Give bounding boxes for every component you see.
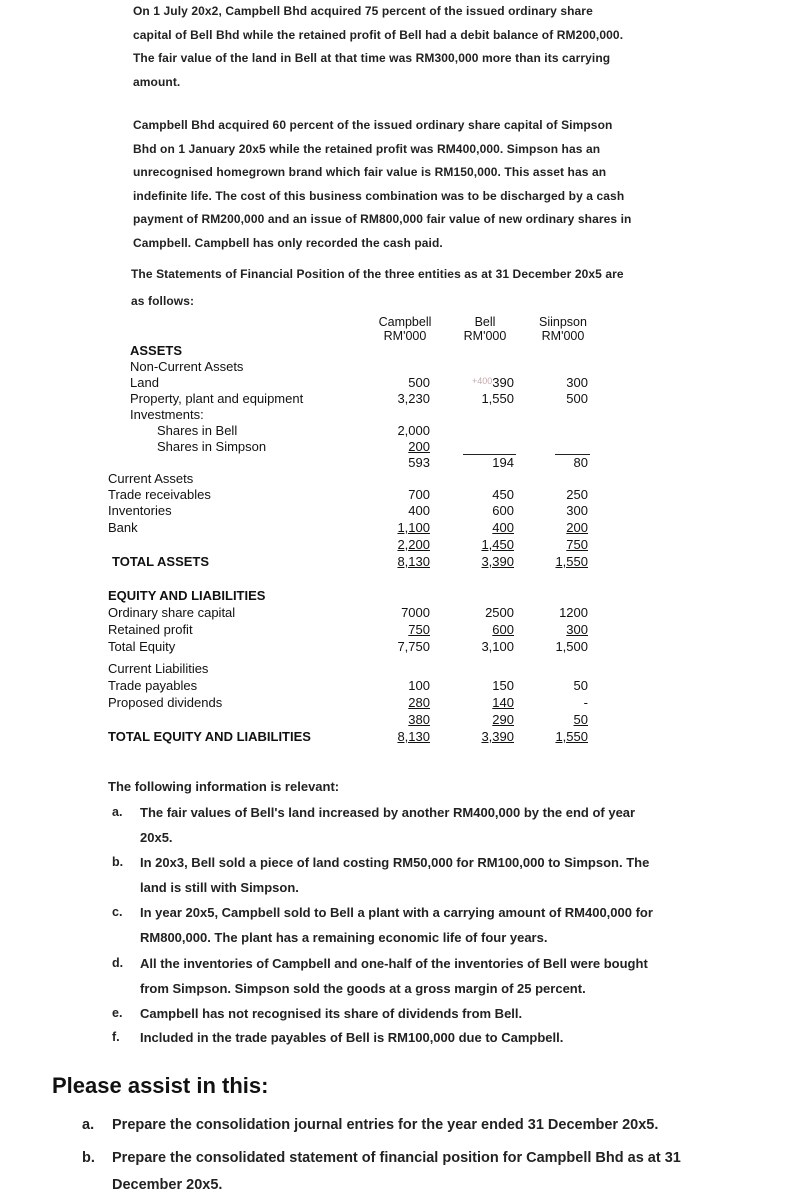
row-label: Bank [108, 520, 138, 535]
cell-value: 50 [573, 712, 588, 727]
cell-value: 7000 [401, 605, 430, 620]
cell-value: 1,550 [555, 729, 588, 744]
cell-value: 593 [408, 455, 430, 470]
cell-value: 1,500 [555, 639, 588, 654]
cell-value: 400 [492, 520, 514, 535]
cell-value: 600 [492, 503, 514, 518]
row-label: ASSETS [130, 343, 183, 358]
cell-value: 1,450 [481, 537, 514, 552]
row-label: EQUITY AND LIABILITIES [108, 588, 266, 603]
row-label: Proposed dividends [108, 695, 223, 710]
cell-value: 80 [573, 455, 588, 470]
row-label: Retained profit [108, 622, 193, 637]
cell-value: 280 [408, 695, 430, 710]
information-item: All the inventories of Campbell and one-half of the inventories of Bell were bought from Simpson. Simpson sold the goods at a gross margin of 25 percent. [140, 956, 648, 996]
row-label: Total Equity [108, 639, 176, 654]
cell-value: 1200 [559, 605, 588, 620]
cell-value: 7,750 [397, 639, 430, 654]
cell-value: 1,550 [481, 391, 514, 406]
cell-value: 500 [408, 375, 430, 390]
cell-value: - [583, 695, 588, 710]
intro-paragraph-1: On 1 July 20x2, Campbell Bhd acquired 75 percent of the issued ordinary share capital of Bell Bhd while the retained profit of Bell had a debit balance of RM200,000. The fair value of the land in Bell at that time was RM300,000 more than its carrying amount. [133, 4, 624, 89]
column-header-name: Siinpson [539, 315, 587, 329]
information-item: Included in the trade payables of Bell is RM100,000 due to Campbell. [140, 1030, 564, 1045]
item-marker: a. [112, 805, 123, 819]
row-label: Land [130, 375, 159, 390]
row-label: Investments: [130, 407, 204, 422]
cell-value: 194 [492, 455, 514, 470]
cell-value: 3,390 [481, 729, 514, 744]
column-header-unit: RM'000 [383, 329, 427, 343]
row-label: TOTAL EQUITY AND LIABILITIES [108, 729, 311, 744]
cell-value: 400 [408, 503, 430, 518]
cell-value: 1,550 [555, 554, 588, 569]
cell-value: 700 [408, 487, 430, 502]
cell-value: 300 [566, 375, 588, 390]
task-marker: b. [82, 1150, 95, 1166]
cell-value: 300 [566, 503, 588, 518]
row-label: Trade payables [108, 678, 198, 693]
cell-value: 2,000 [397, 423, 430, 438]
cell-value: 8,130 [397, 729, 430, 744]
row-label: Shares in Bell [157, 423, 238, 438]
item-marker: d. [112, 956, 124, 970]
cell-value: 3,230 [397, 391, 430, 406]
information-heading: The following information is relevant: [108, 779, 340, 794]
cell-value: 600 [492, 622, 514, 637]
row-label: Current Assets [108, 471, 194, 486]
information-item: In year 20x5, Campbell sold to Bell a plant with a carrying amount of RM400,000 for RM800,000. The plant has a remaining economic life of four years. [140, 905, 653, 945]
information-item: The fair values of Bell's land increased by another RM400,000 by the end of year 20x5. [140, 805, 636, 845]
cell-value: 2500 [485, 605, 514, 620]
cell-value: 3,390 [481, 554, 514, 569]
cell-value: 250 [566, 487, 588, 502]
item-marker: b. [112, 855, 124, 869]
cell-value: 390 [492, 375, 514, 390]
information-item: In 20x3, Bell sold a piece of land costing RM50,000 for RM100,000 to Simpson. The land is still with Simpson. [140, 855, 650, 895]
task-item: Prepare the consolidation journal entries for the year ended 31 December 20x5. [112, 1117, 659, 1133]
cell-value: 500 [566, 391, 588, 406]
cell-value: 290 [492, 712, 514, 727]
row-label: Trade receivables [108, 487, 211, 502]
row-label: TOTAL ASSETS [112, 554, 210, 569]
column-header-unit: RM'000 [463, 329, 507, 343]
cell-value: 300 [566, 622, 588, 637]
cell-value: 200 [408, 439, 430, 454]
cell-value: 200 [566, 520, 588, 535]
row-label: Shares in Simpson [157, 439, 267, 454]
task-marker: a. [82, 1117, 95, 1133]
cell-value: 1,100 [397, 520, 430, 535]
row-label: Property, plant and equipment [130, 391, 304, 406]
cell-value: 100 [408, 678, 430, 693]
information-item: Campbell has not recognised its share of dividends from Bell. [140, 1006, 523, 1021]
handwritten-note: +400 [472, 376, 493, 386]
column-header-name: Campbell [378, 315, 432, 329]
column-header-name: Bell [474, 315, 496, 329]
subtotal-rule [555, 454, 590, 455]
column-header-unit: RM'000 [541, 329, 585, 343]
item-marker: c. [112, 905, 123, 919]
cell-value: 3,100 [481, 639, 514, 654]
row-label: Non-Current Assets [130, 359, 244, 374]
cell-value: 750 [566, 537, 588, 552]
cell-value: 8,130 [397, 554, 430, 569]
cell-value: 750 [408, 622, 430, 637]
row-label: Current Liabilities [108, 661, 209, 676]
cell-value: 50 [573, 678, 588, 693]
cell-value: 380 [408, 712, 430, 727]
cell-value: 450 [492, 487, 514, 502]
intro-paragraph-3: The Statements of Financial Position of the three entities as at 31 December 20x5 are as follows: [131, 267, 624, 308]
row-label: Inventories [108, 503, 172, 518]
cell-value: 2,200 [397, 537, 430, 552]
cell-value: 150 [492, 678, 514, 693]
assist-title: Please assist in this: [52, 1073, 269, 1098]
row-label: Ordinary share capital [108, 605, 236, 620]
cell-value: 140 [492, 695, 514, 710]
item-marker: e. [112, 1006, 123, 1020]
subtotal-rule [463, 454, 516, 455]
intro-paragraph-2: Campbell Bhd acquired 60 percent of the issued ordinary share capital of Simpson Bhd on 1 January 20x5 while the retained profit was RM400,000. Simpson has an unrecognised homegrown brand which fair value is RM150,000. This asset has an indefinite life. The cost of this business combination was to be discharged by a cash payment of RM200,000 and an issue of RM800,000 fair value of new ordinary shares in Campbell. Campbell has only recorded the cash paid. [133, 118, 632, 250]
task-item: Prepare the consolidated statement of financial position for Campbell Bhd as at 31 December 20x5. [112, 1150, 681, 1193]
item-marker: f. [112, 1030, 120, 1044]
